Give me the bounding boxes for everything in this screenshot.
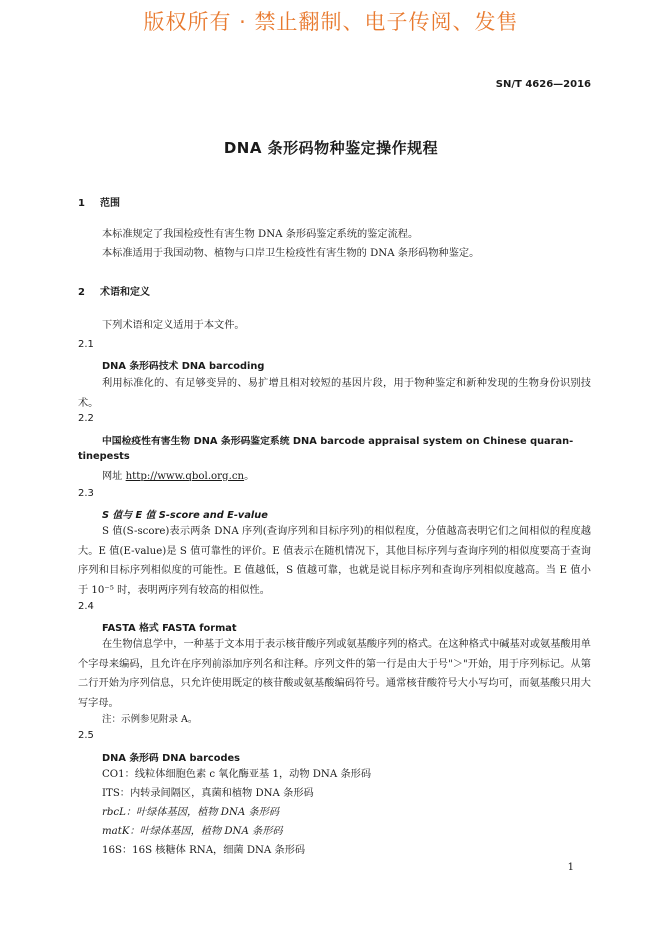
clause-number: 2.2 xyxy=(78,413,94,424)
list-item: CO1：线粒体细胞色素 c 氧化酶亚基 1，动物 DNA 条形码 xyxy=(102,769,372,780)
list-item: matK：叶绿体基因，植物 DNA 条形码 xyxy=(102,826,283,837)
standard-code: SN/T 4626—2016 xyxy=(495,79,591,90)
clause-number: 2.1 xyxy=(78,339,94,350)
section-number: 1 xyxy=(78,198,85,209)
term-heading: DNA 条形码 DNA barcodes xyxy=(102,753,240,764)
term-definition: 利用标准化的、有足够变异的、易扩增且相对较短的基因片段，用于物种鉴定和新种发现的生物身份识别技术。 xyxy=(78,378,591,409)
clause-number: 2.3 xyxy=(78,488,94,499)
clause-number: 2.5 xyxy=(78,730,94,741)
section-1-heading xyxy=(78,194,120,209)
term-definition: 在生物信息学中，一种基于文本用于表示核苷酸序列或氨基酸序列的格式。在这种格式中碱基对或氨基酸用单个字母来编码，且允许在序列前添加序列名和注释。序列文件的第一行是由大于号"＞"开始，用于序列标记。从第二行开始为序列信息，只允许使用既定的核苷酸或氨基酸编码符号。通常核苷酸符号大小写均可，而氨基酸只用大写字母。 xyxy=(78,639,591,709)
term-definition: S 值(S-score)表示两条 DNA 序列(查询序列和目标序列)的相似程度，分值越高表明它们之间相似的程度越大。E 值(E-value)是 S 值可靠性的评价。E 值表示在随机情况下，其他目标序列与查询序列的相似度要高于查询序列和目标序列相似度的可能性。E 值越低，S 值越可靠，也就是说目标序列和查询序列相似度越高。当 E 值小于 10⁻⁵ 时，表明两序列有较高的相似性。 xyxy=(78,526,591,596)
document-title: DNA 条形码物种鉴定操作规程 xyxy=(223,139,439,157)
section-number: 2 xyxy=(78,287,85,298)
term-heading-continued: tinepests xyxy=(78,451,130,462)
url-line xyxy=(102,467,254,487)
section-2-heading xyxy=(78,283,150,298)
list-item: 16S：16S 核糖体 RNA，细菌 DNA 条形码 xyxy=(102,845,306,856)
copyright-banner: 版权所有 · 禁止翻制、电子传阅、发售 xyxy=(143,10,519,34)
term-heading: FASTA 格式 FASTA format xyxy=(102,623,237,634)
clause-number: 2.4 xyxy=(78,601,94,612)
section-title: 范围 xyxy=(100,198,120,209)
url-terminator: 。 xyxy=(244,471,255,482)
list-item: ITS：内转录间隔区，真菌和植物 DNA 条形码 xyxy=(102,788,314,799)
website-link[interactable]: http://www.qbol.org.cn xyxy=(125,471,245,482)
note: 注：示例参见附录 A。 xyxy=(102,714,198,725)
term-heading: S 值与 E 值 S-score and E-value xyxy=(102,510,268,521)
term-heading: DNA 条形码技术 DNA barcoding xyxy=(102,361,265,372)
list-item: rbcL：叶绿体基因，植物 DNA 条形码 xyxy=(102,807,280,818)
paragraph: 本标准适用于我国动物、植物与口岸卫生检疫性有害生物的 DNA 条形码物种鉴定。 xyxy=(102,248,480,259)
paragraph: 下列术语和定义适用于本文件。 xyxy=(102,320,245,331)
page-number: 1 xyxy=(567,862,574,873)
term-heading: 中国检疫性有害生物 DNA 条形码鉴定系统 DNA barcode appraisal system on Chinese quaran- xyxy=(102,436,574,447)
paragraph: 本标准规定了我国检疫性有害生物 DNA 条形码鉴定系统的鉴定流程。 xyxy=(102,229,419,240)
section-title: 术语和定义 xyxy=(100,287,150,298)
url-label: 网址 xyxy=(102,471,123,482)
